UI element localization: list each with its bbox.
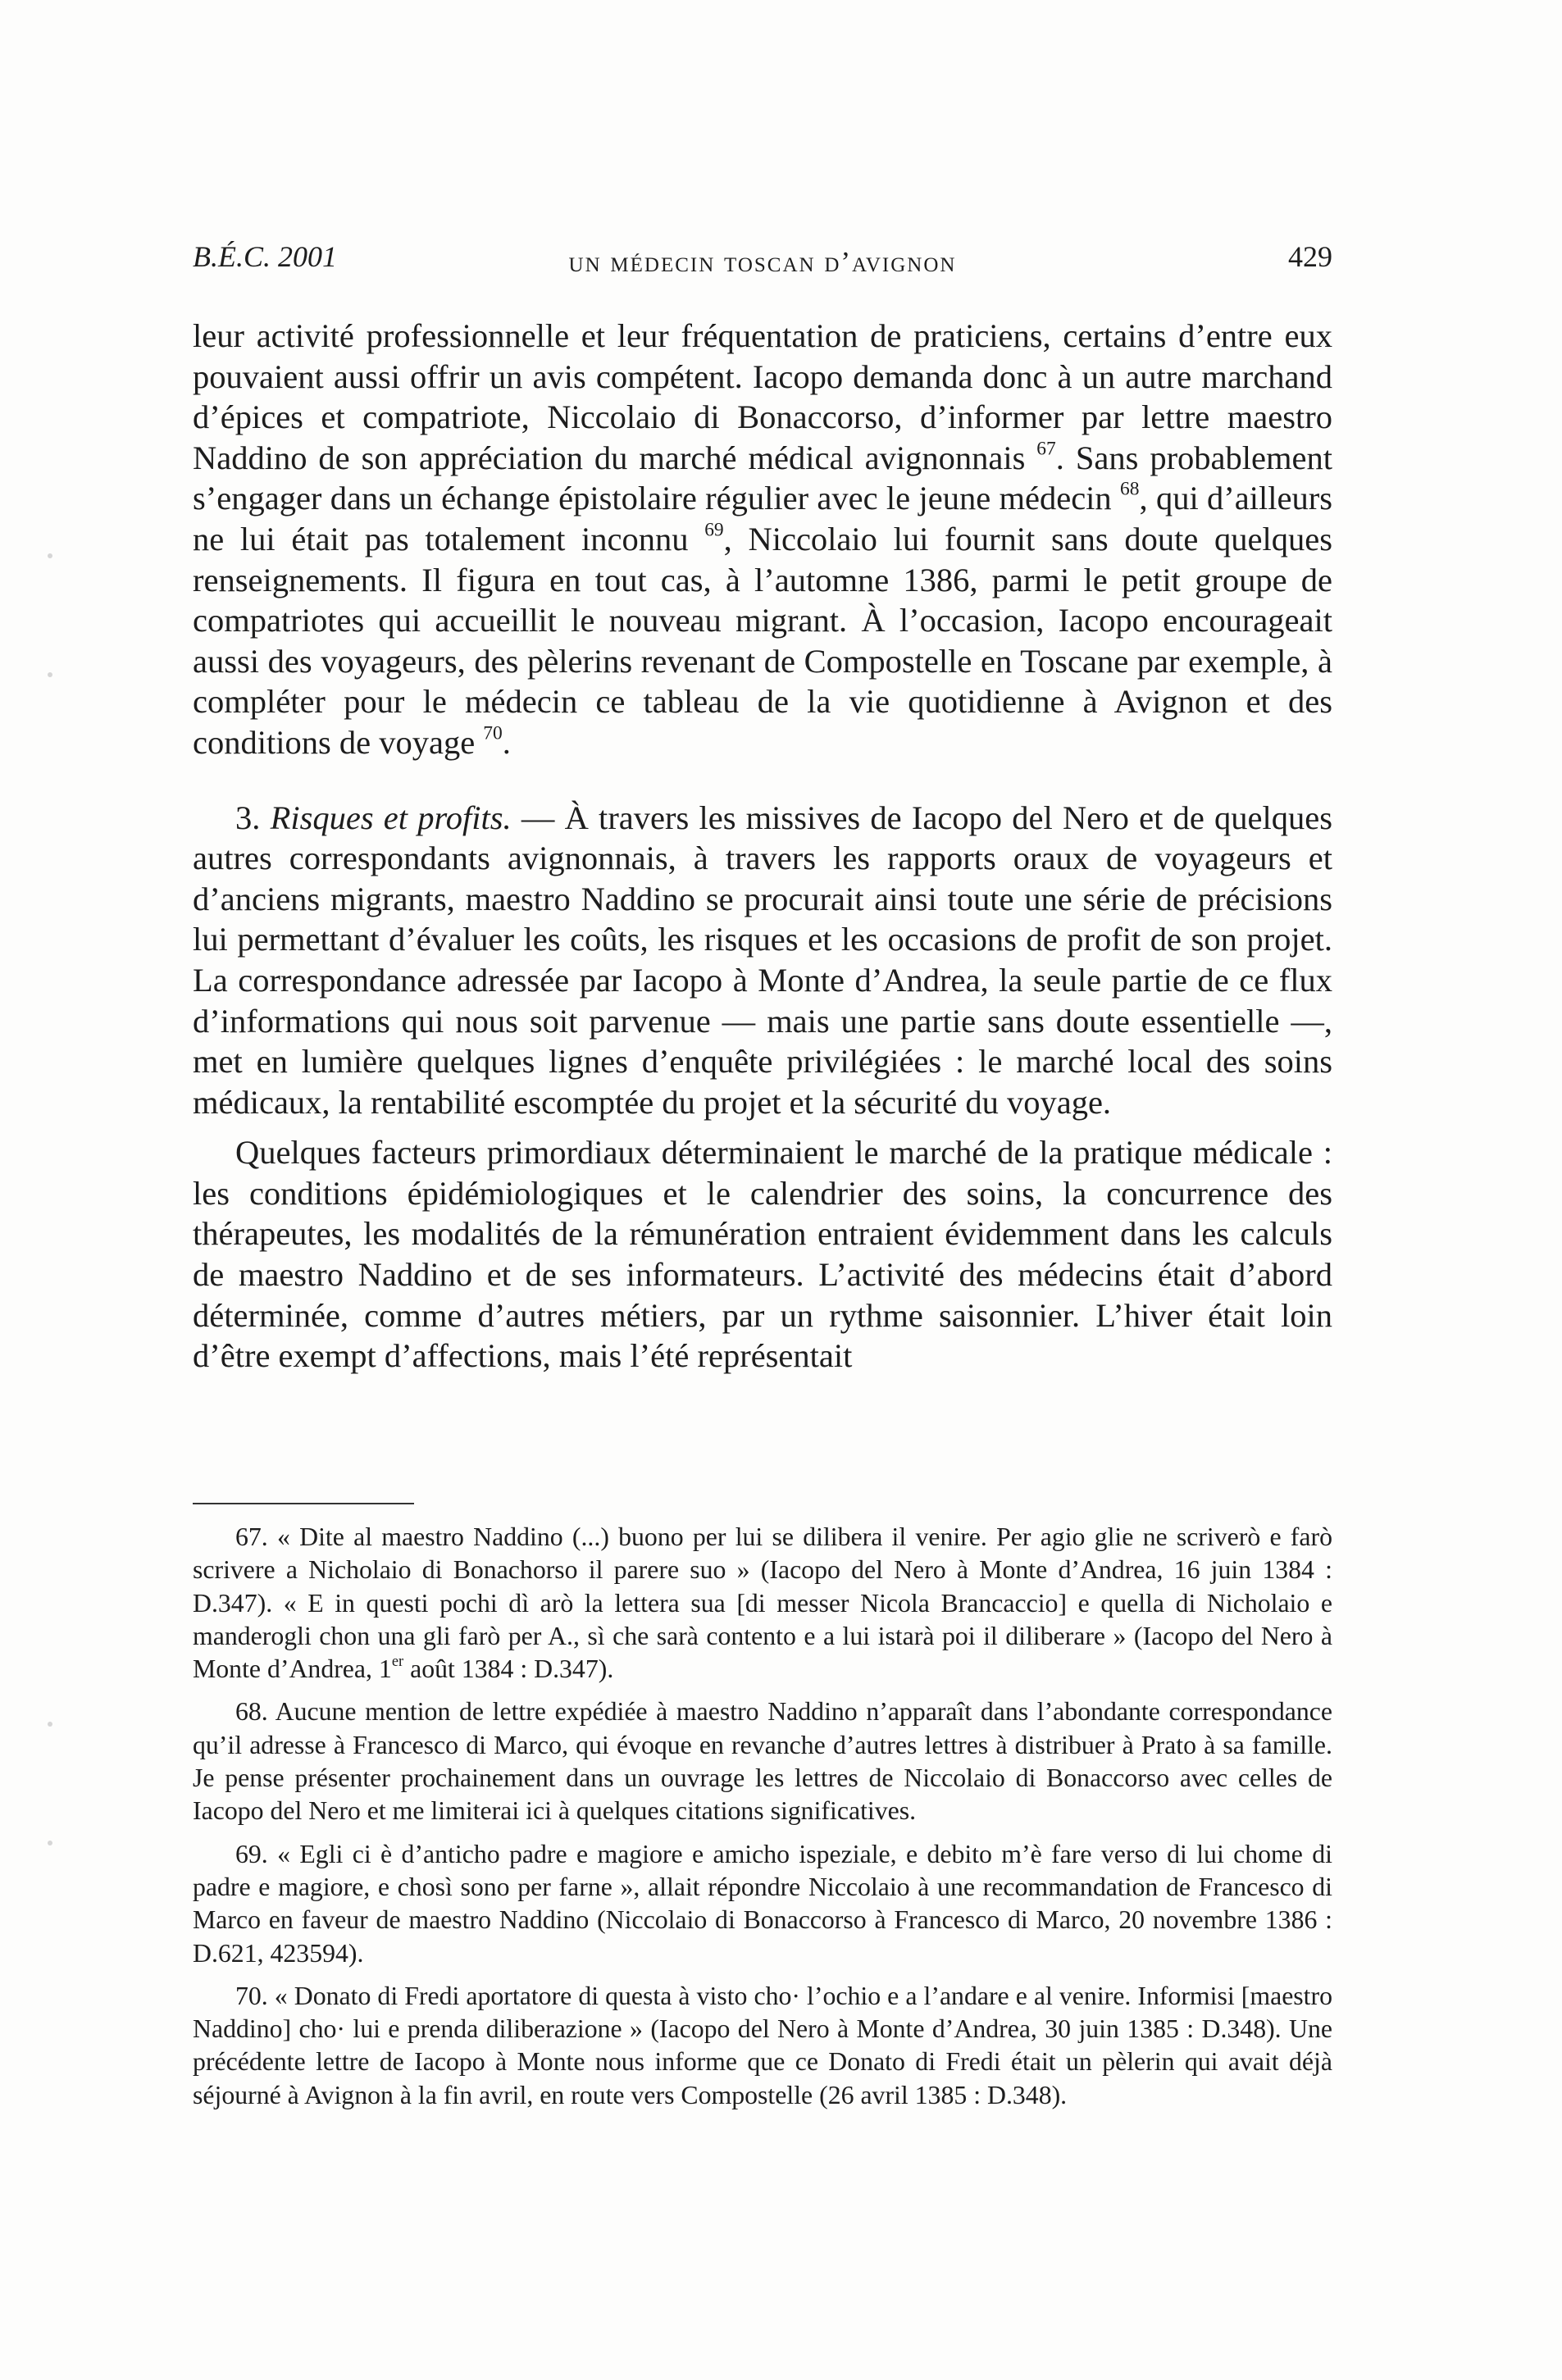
- footnotes: [193, 1521, 1332, 2122]
- text-run: leur activité professionnelle et leur fréquentation de praticiens, certains d’entre eux pouvaient aussi offrir un avis compétent. Iacopo demanda donc à un autre marchand d’épices et compatriote, Niccolaio di Bonaccorso, d’informer par lettre maestro Naddino de son appréciation du marché médical avignonnais: [193, 317, 1332, 476]
- binding-dot: [48, 553, 52, 558]
- footnote-ref-67[interactable]: 67: [1036, 438, 1056, 460]
- paragraph-1: [193, 316, 1332, 763]
- footnote-ref-69[interactable]: 69: [704, 519, 724, 541]
- binding-dot: [48, 1722, 52, 1727]
- running-head: [193, 239, 1332, 280]
- footnote-69: 69. « Egli ci è d’anticho padre e magiore e amicho ispeziale, e debito m’è fare verso di lui chome di padre e magiore, e chosì sono per farne », allait répondre Niccolaio à une recommandation de Francesco di Marco en faveur de maestro Naddino (Niccolaio di Bonaccorso à Francesco di Marco, 20 novembre 1386 : D.621, 423594).: [193, 1839, 1332, 1968]
- text-run: .: [502, 723, 511, 761]
- binding-dot: [48, 1841, 52, 1845]
- ordinal-suffix: er: [391, 1653, 404, 1670]
- journal-reference: B.É.C. 2001: [193, 240, 337, 273]
- section-number: 3.: [235, 799, 271, 836]
- main-text: [193, 316, 1332, 1377]
- paragraph-3: Quelques facteurs primordiaux déterminaient le marché de la pratique médicale : les conditions épidémiologiques et le calendrier des soins, la concurrence des thérapeutes, les modalités de la rémunération entraient évidemment dans les calculs de maestro Naddino et de ses informateurs. L’activité des médecins était d’abord déterminée, comme d’autres métiers, par un rythme saisonnier. L’hiver était loin d’être exempt d’affections, mais l’été représentait: [193, 1134, 1332, 1375]
- footnote-70: 70. « Donato di Fredi aportatore di questa à visto cho· l’ochio e a l’andare e al venire. Informisi [maestro Naddino] cho· lui e prenda diliberazione » (Iacopo del Nero à Monte d’Andrea, 30 juin 1385 : D.348). Une précédente lettre de Iacopo à Monte nous informe que ce Donato di Fredi était un pèlerin qui avait déjà séjourné à Avignon à la fin avril, en route vers Compostelle (26 avril 1385 : D.348).: [193, 1981, 1332, 2109]
- running-title: un médecin toscan d’avignon: [568, 246, 957, 278]
- footnote-68: 68. Aucune mention de lettre expédiée à maestro Naddino n’apparaît dans l’abondante correspondance qu’il adresse à Francesco di Marco, qui évoque en revanche d’autres lettres à distribuer à Prato à sa famille. Je pense présenter prochainement dans un ouvrage les lettres de Niccolaio di Bonaccorso avec celles de Iacopo del Nero et me limiterai ici à quelques citations significatives.: [193, 1697, 1332, 1826]
- text-run: août 1384 : D.347).: [403, 1654, 614, 1684]
- footnote-ref-70[interactable]: 70: [483, 722, 503, 744]
- text-run: , Niccolaio lui fournit sans doute quelques renseignements. Il figura en tout cas, à l’automne 1386, parmi le petit groupe de compatriotes qui accueillit le nouveau migrant. À l’occasion, Iacopo encourageait aussi des voyageurs, des pèlerins revenant de Compostelle en Toscane par exemple, à compléter pour le médecin ce tableau de la vie quotidienne à Avignon et des conditions de voyage: [193, 520, 1332, 761]
- text-run: — À travers les missives de Iacopo del Nero et de quelques autres correspondants avignonnais, à travers les rapports oraux de voyageurs et d’anciens migrants, maestro Naddino se procurait ainsi toute une série de précisions lui permettant d’évaluer les coûts, les risques et les occasions de profit de son projet. La correspondance adressée par Iacopo à Monte d’Andrea, la seule partie de ce flux d’informations qui nous soit parvenue — mais une partie sans doute essentielle —, met en lumière quelques lignes d’enquête privilégiées : le marché local des soins médicaux, la rentabilité escomptée du projet et la sécurité du voyage.: [193, 799, 1332, 1121]
- footnote-separator: [193, 1503, 414, 1504]
- footnote-67: [193, 1521, 1332, 1686]
- paragraph-2: [193, 798, 1332, 1123]
- footnote-ref-68[interactable]: 68: [1120, 478, 1140, 500]
- text-run: . Sans probablement s’engager dans un échange épistolaire régulier avec le jeune médecin: [193, 439, 1332, 517]
- binding-dot: [48, 672, 52, 677]
- text-run: , qui d’ailleurs ne lui était pas totalement inconnu: [193, 480, 1332, 557]
- page-number: 429: [1288, 240, 1332, 273]
- text-run: 67. « Dite al maestro Naddino (...) buono per lui se dilibera il venire. Per agio glie ne scriverò e farò scrivere a Nicholaio di Bonachorso il parere suo » (Iacopo del Nero à Monte d’Andrea, 16 juin 1384 : D.347). « E in questi pochi dì arò la lettera sua [di messer Nicola Brancaccio] e quella di Nicholaio e manderogli chon una gli farò per A., sì che sarà contento e a lui istarà poi il diliberare » (Iacopo del Nero à Monte d’Andrea, 1: [193, 1522, 1332, 1684]
- section-heading: Risques et profits.: [270, 799, 512, 836]
